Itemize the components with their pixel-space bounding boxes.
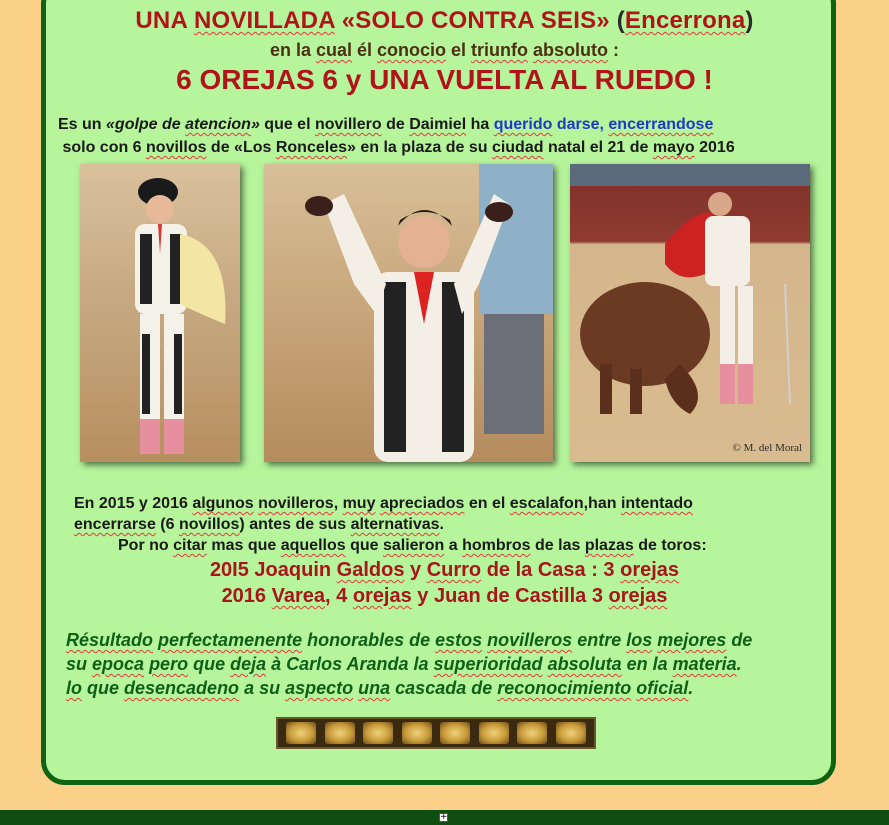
conclusion-line-3: lo que desencadeno a su aspecto una cascada de reconocimiento oficial. [66, 678, 694, 698]
result-2016: 2016 Varea, 4 orejas y Juan de Castilla 3 orejas [221, 585, 668, 607]
ornament-icon [402, 722, 432, 744]
results-list [0, 557, 889, 609]
intro-line-2: solo con 6 novillos de «Los Ronceles» en la plaza de su ciudad natal el 21 de mayo 2016 [62, 139, 735, 156]
expand-plus-icon[interactable]: + [440, 812, 448, 822]
ornament-icon [556, 722, 586, 744]
conclusion-paragraph [66, 628, 846, 700]
ornament-icon [517, 722, 547, 744]
headline: 6 OREJAS 6 y UNA VUELTA AL RUEDO ! [176, 64, 713, 95]
body-line-2: encerrarse (6 novillos) antes de sus alternativas. [74, 516, 444, 533]
ornament-icon [286, 722, 316, 744]
photo-torero-bull [570, 164, 810, 462]
result-2015: 20I5 Joaquin Galdos y Curro de la Casa : 3 orejas [209, 559, 680, 581]
page-title: UNA NOVILLADA «SOLO CONTRA SEIS» (Encerrona) [135, 7, 754, 34]
photo-torero-trophies [264, 164, 553, 462]
ornament-icon [325, 722, 355, 744]
photo-torero-standing [80, 164, 240, 462]
subtitle: en la cual él conocio el triunfo absoluto : [269, 40, 620, 60]
ornament-icon [440, 722, 470, 744]
intro-paragraph [58, 113, 838, 159]
conclusion-line-2: su epoca pero que deja à Carlos Aranda la superioridad absoluta en la materia. [66, 654, 742, 674]
torero-standing-illustration [80, 164, 240, 462]
body-paragraph [74, 493, 834, 556]
ornament-icon [363, 722, 393, 744]
ornament-icon [479, 722, 509, 744]
photo-credit: © M. del Moral [732, 442, 802, 454]
torero-trophies-illustration [264, 164, 553, 462]
conclusion-line-1: Résultado perfectamenente honorables de estos novilleros entre los mejores de [66, 630, 753, 650]
body-line-1: En 2015 y 2016 algunos novilleros, muy apreciados en el escalafon,han intentado [74, 495, 693, 512]
body-line-3: Por no citar mas que aquellos que salieron a hombros de las plazas de toros: [118, 537, 707, 554]
intro-line-1: Es un «golpe de atencion» que el novillero de Daimiel ha querido darse, encerrandose [58, 116, 714, 133]
torero-bull-illustration [570, 164, 810, 462]
decorative-ornament-banner [276, 717, 596, 749]
